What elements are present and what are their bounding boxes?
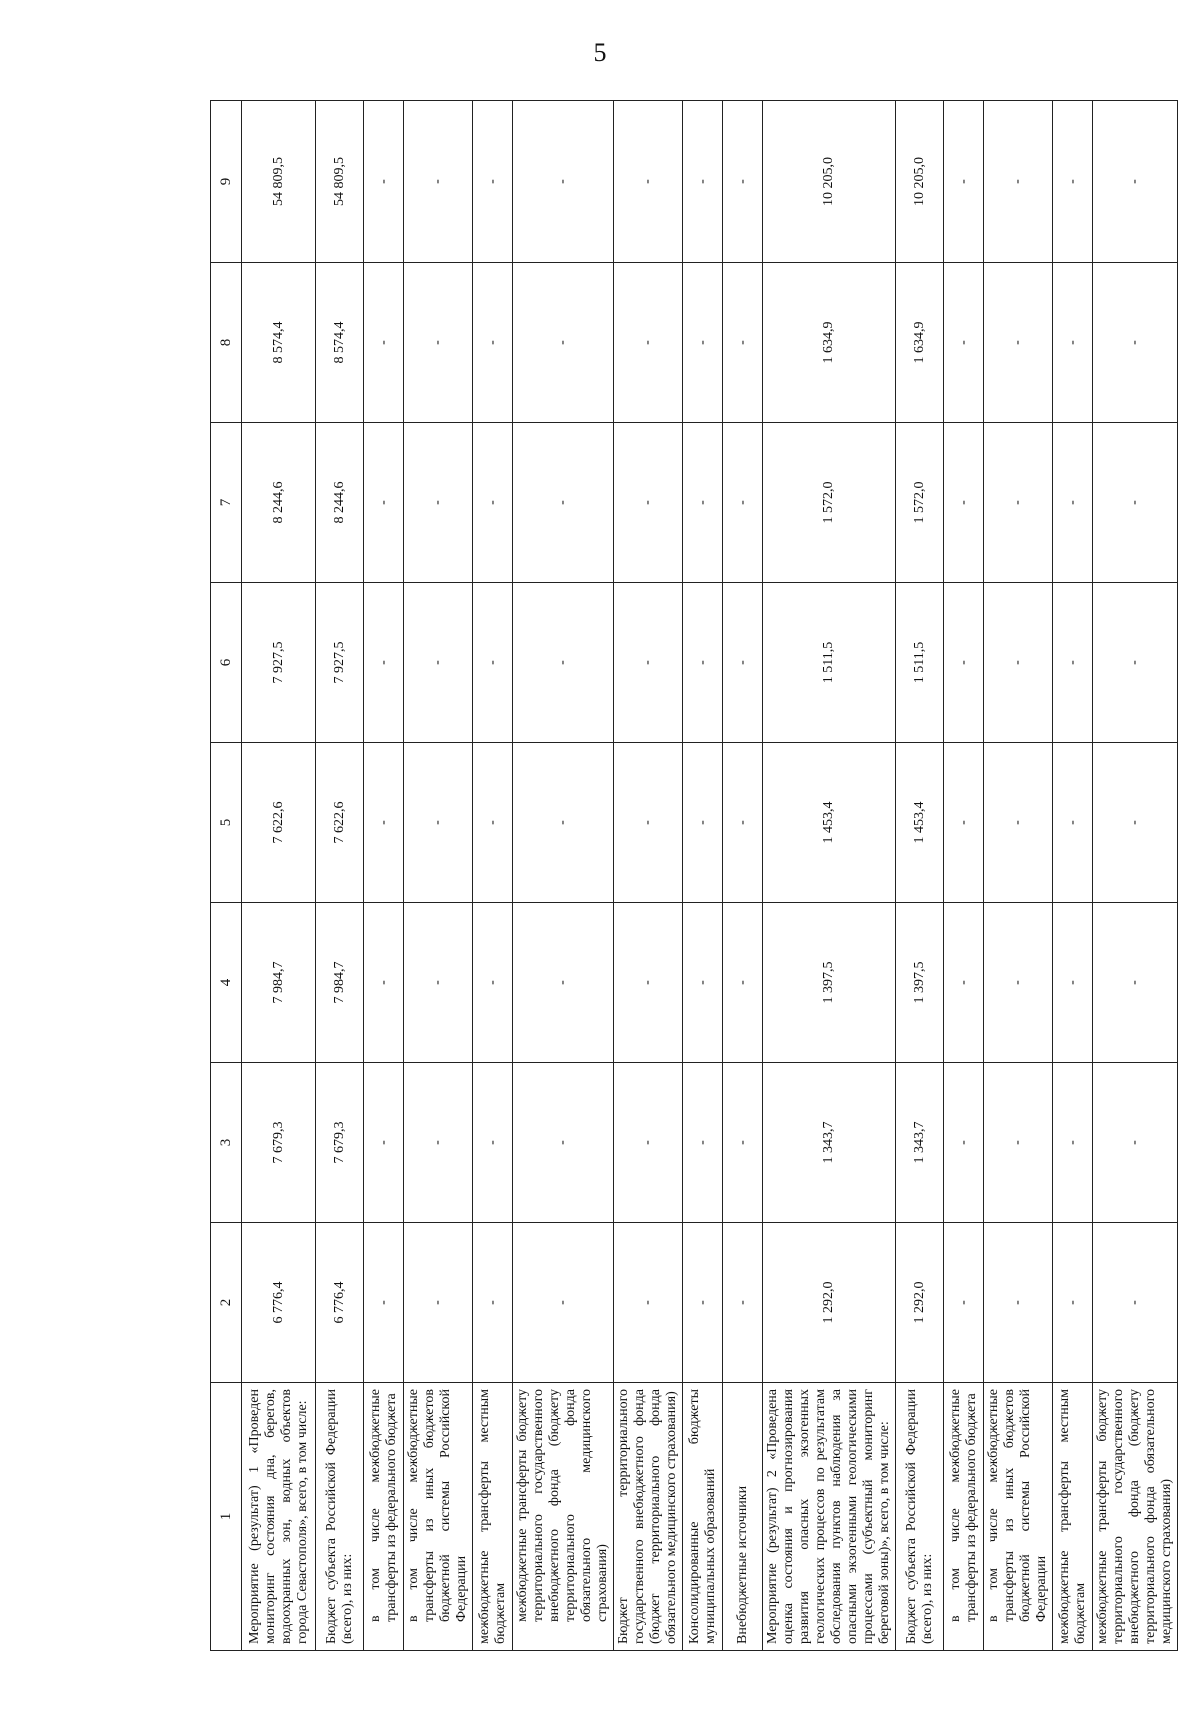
- table-cell: 8 574,4: [316, 263, 364, 423]
- table-row: [364, 101, 404, 1651]
- table-cell: -: [944, 101, 984, 263]
- table-cell: -: [1053, 1063, 1093, 1223]
- table-row: [763, 101, 896, 1651]
- row-label: межбюджетные трансферты местным бюджетам: [1053, 1383, 1093, 1651]
- table-cell: 54 809,5: [316, 101, 364, 263]
- table-cell: -: [364, 743, 404, 903]
- row-label: межбюджетные трансферты бюджету территориального государственного внебюджетного фонда (бюджету территориального фонда обязательного медицинского страхования): [1093, 1383, 1178, 1651]
- table-cell: -: [683, 1223, 723, 1383]
- budget-table: [210, 100, 1178, 1651]
- table-cell: -: [473, 423, 513, 583]
- column-header: 6: [211, 583, 242, 743]
- table-cell: -: [614, 263, 683, 423]
- table-cell: -: [723, 101, 763, 263]
- row-label: Мероприятие (результат) 2 «Проведена оценка состояния и прогнозирования развития опасных экзогенных геологических процессов по результатам обследования пунктов наблюдения за опасными экзогенными геологическими процессами (субъектный мониторинг береговой зоны)», всего, в том числе:: [763, 1383, 896, 1651]
- column-header: 1: [211, 1383, 242, 1651]
- table-cell: 6 776,4: [242, 1223, 316, 1383]
- table-cell: -: [513, 1223, 614, 1383]
- table-cell: -: [984, 743, 1053, 903]
- row-label: в том числе межбюджетные трансферты из федерального бюджета: [944, 1383, 984, 1651]
- table-cell: 7 679,3: [242, 1063, 316, 1223]
- table-cell: -: [364, 1063, 404, 1223]
- row-label: Мероприятие (результат) 1 «Проведен мониторинг состояния дна, берегов, водоохранных зон, водных объектов города Севастополя», всего, в том числе:: [242, 1383, 316, 1651]
- table-cell: -: [614, 903, 683, 1063]
- table-row: [473, 101, 513, 1651]
- table-cell: -: [1053, 583, 1093, 743]
- table-cell: 7 984,7: [316, 903, 364, 1063]
- row-label: Консолидированные бюджеты муниципальных образований: [683, 1383, 723, 1651]
- table-cell: -: [364, 101, 404, 263]
- table-row: [944, 101, 984, 1651]
- table-cell: -: [513, 423, 614, 583]
- table-row: [1093, 101, 1178, 1651]
- table-cell: 1 343,7: [896, 1063, 944, 1223]
- table-cell: -: [513, 903, 614, 1063]
- table-cell: -: [1093, 583, 1178, 743]
- table-cell: 10 205,0: [763, 101, 896, 263]
- table-cell: -: [404, 101, 473, 263]
- table-cell: -: [614, 1063, 683, 1223]
- table-cell: -: [944, 263, 984, 423]
- table-cell: -: [683, 263, 723, 423]
- table-cell: -: [1053, 263, 1093, 423]
- table-cell: -: [473, 1223, 513, 1383]
- table-cell: -: [473, 903, 513, 1063]
- table-cell: -: [404, 263, 473, 423]
- table-row: [316, 101, 364, 1651]
- table-cell: 1 634,9: [896, 263, 944, 423]
- row-label: межбюджетные трансферты местным бюджетам: [473, 1383, 513, 1651]
- table-cell: 8 244,6: [316, 423, 364, 583]
- table-cell: -: [1053, 101, 1093, 263]
- table-cell: -: [984, 263, 1053, 423]
- table-row: [1053, 101, 1093, 1651]
- table-cell: -: [944, 903, 984, 1063]
- table-cell: 1 572,0: [896, 423, 944, 583]
- table-cell: 1 572,0: [763, 423, 896, 583]
- table-cell: 7 679,3: [316, 1063, 364, 1223]
- table-cell: 7 622,6: [316, 743, 364, 903]
- table-cell: -: [404, 423, 473, 583]
- table-cell: -: [364, 263, 404, 423]
- table-cell: -: [404, 743, 473, 903]
- table-cell: -: [683, 583, 723, 743]
- table-cell: 1 511,5: [896, 583, 944, 743]
- table-cell: -: [683, 743, 723, 903]
- table-cell: -: [723, 423, 763, 583]
- table-cell: -: [1053, 743, 1093, 903]
- header-row: [211, 101, 242, 1651]
- table-cell: 1 397,5: [763, 903, 896, 1063]
- table-row: [242, 101, 316, 1651]
- table-cell: -: [614, 101, 683, 263]
- table-cell: 1 292,0: [763, 1223, 896, 1383]
- table-cell: -: [944, 583, 984, 743]
- table-cell: -: [473, 743, 513, 903]
- table-cell: -: [614, 743, 683, 903]
- table-cell: 1 292,0: [896, 1223, 944, 1383]
- table-row: [614, 101, 683, 1651]
- row-label: Бюджет субъекта Российской Федерации (всего), из них:: [896, 1383, 944, 1651]
- table-cell: -: [404, 1223, 473, 1383]
- table-cell: 54 809,5: [242, 101, 316, 263]
- table-cell: -: [1093, 263, 1178, 423]
- table-cell: 1 343,7: [763, 1063, 896, 1223]
- table-row: [683, 101, 723, 1651]
- table-row: [513, 101, 614, 1651]
- table-cell: -: [513, 101, 614, 263]
- row-label: в том числе межбюджетные трансферты из федерального бюджета: [364, 1383, 404, 1651]
- table-cell: -: [473, 101, 513, 263]
- row-label: Бюджет территориального государственного внебюджетного фонда (бюджет территориального фонда обязательного медицинского страхования): [614, 1383, 683, 1651]
- table-row: [723, 101, 763, 1651]
- table-cell: -: [364, 903, 404, 1063]
- column-header: 3: [211, 1063, 242, 1223]
- table-cell: -: [513, 263, 614, 423]
- column-header: 2: [211, 1223, 242, 1383]
- table-cell: -: [984, 1063, 1053, 1223]
- row-label: Внебюджетные источники: [723, 1383, 763, 1651]
- table-cell: -: [984, 1223, 1053, 1383]
- table-cell: 1 634,9: [763, 263, 896, 423]
- table-cell: -: [683, 1063, 723, 1223]
- column-header: 9: [211, 101, 242, 263]
- table-row: [984, 101, 1053, 1651]
- table-cell: 1 397,5: [896, 903, 944, 1063]
- table-cell: -: [1093, 1223, 1178, 1383]
- table-cell: -: [944, 423, 984, 583]
- table-cell: -: [683, 101, 723, 263]
- table-cell: -: [1053, 1223, 1093, 1383]
- table-cell: 1 511,5: [763, 583, 896, 743]
- table-cell: -: [364, 1223, 404, 1383]
- column-header: 5: [211, 743, 242, 903]
- table-cell: 1 453,4: [896, 743, 944, 903]
- table-cell: 7 984,7: [242, 903, 316, 1063]
- table-cell: -: [1093, 101, 1178, 263]
- table-cell: -: [1053, 423, 1093, 583]
- table-cell: -: [1093, 423, 1178, 583]
- table-cell: -: [513, 583, 614, 743]
- table-cell: -: [614, 583, 683, 743]
- table-container: [210, 101, 1174, 1651]
- table-cell: -: [614, 423, 683, 583]
- table-cell: -: [723, 903, 763, 1063]
- table-cell: -: [984, 423, 1053, 583]
- row-label: в том числе межбюджетные трансферты из иных бюджетов бюджетной системы Российской Федерации: [404, 1383, 473, 1651]
- table-cell: -: [1053, 903, 1093, 1063]
- table-cell: -: [984, 583, 1053, 743]
- column-header: 8: [211, 263, 242, 423]
- table-cell: -: [723, 1223, 763, 1383]
- table-cell: -: [404, 583, 473, 743]
- table-cell: 6 776,4: [316, 1223, 364, 1383]
- table-cell: 7 927,5: [316, 583, 364, 743]
- table-cell: -: [404, 1063, 473, 1223]
- table-cell: -: [404, 903, 473, 1063]
- table-cell: -: [944, 1063, 984, 1223]
- table-cell: -: [683, 423, 723, 583]
- table-row: [896, 101, 944, 1651]
- table-cell: 7 622,6: [242, 743, 316, 903]
- table-cell: 7 927,5: [242, 583, 316, 743]
- table-cell: -: [364, 583, 404, 743]
- table-cell: -: [513, 743, 614, 903]
- table-cell: -: [1093, 903, 1178, 1063]
- table-cell: -: [723, 583, 763, 743]
- table-cell: 8 244,6: [242, 423, 316, 583]
- table-cell: -: [364, 423, 404, 583]
- column-header: 7: [211, 423, 242, 583]
- table-cell: -: [473, 1063, 513, 1223]
- table-cell: -: [944, 1223, 984, 1383]
- table-cell: -: [614, 1223, 683, 1383]
- table-cell: -: [984, 903, 1053, 1063]
- row-label: межбюджетные трансферты бюджету территориального государственного внебюджетного фонда (бюджету территориального фонда обязательного медицинского страхования): [513, 1383, 614, 1651]
- table-cell: -: [723, 263, 763, 423]
- table-cell: -: [944, 743, 984, 903]
- table-cell: -: [513, 1063, 614, 1223]
- table-cell: 10 205,0: [896, 101, 944, 263]
- page-number: 5: [593, 38, 607, 67]
- row-label: в том числе межбюджетные трансферты из иных бюджетов бюджетной системы Российской Федерации: [984, 1383, 1053, 1651]
- table-cell: -: [984, 101, 1053, 263]
- table-cell: 1 453,4: [763, 743, 896, 903]
- table-cell: -: [1093, 1063, 1178, 1223]
- table-cell: 8 574,4: [242, 263, 316, 423]
- table-cell: -: [473, 263, 513, 423]
- row-label: Бюджет субъекта Российской Федерации (всего), из них:: [316, 1383, 364, 1651]
- column-header: 4: [211, 903, 242, 1063]
- table-row: [404, 101, 473, 1651]
- table-cell: -: [723, 1063, 763, 1223]
- table-cell: -: [683, 903, 723, 1063]
- table-cell: -: [723, 743, 763, 903]
- table-cell: -: [1093, 743, 1178, 903]
- table-cell: -: [473, 583, 513, 743]
